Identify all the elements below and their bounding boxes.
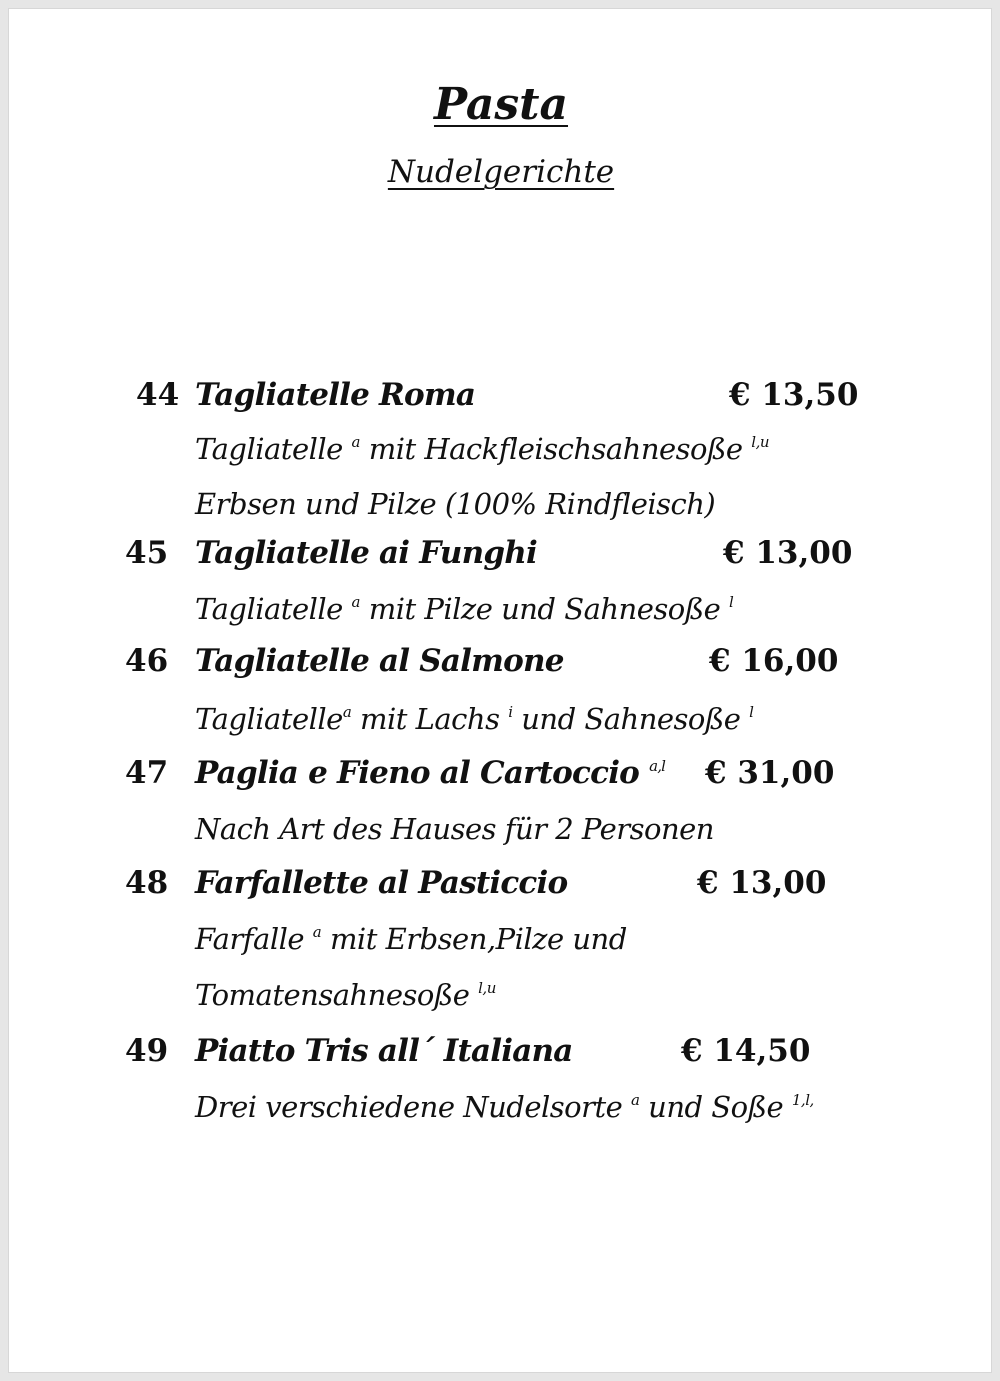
item-name: Tagliatelle ai Funghi — [195, 535, 538, 571]
item-number: 47 — [125, 755, 169, 791]
allergen-mark: l — [728, 593, 734, 611]
allergen-mark: 1,l, — [791, 1091, 814, 1109]
item-price: € 16,00 — [709, 643, 839, 679]
page-subtitle: Nudelgerichte — [387, 154, 615, 190]
allergen-mark: a — [351, 433, 360, 451]
allergen-mark: l,u — [478, 979, 496, 997]
allergen-mark: l,u — [751, 433, 770, 451]
item-description: Tagliatelle $^a$ mit Hackfleischsahnesoße $^{l,u}$ — [195, 432, 770, 466]
item-name: Tagliatelle Roma — [195, 377, 476, 413]
item-number: 48 — [125, 865, 169, 901]
allergen-mark: a — [342, 703, 352, 721]
item-description: Tagliatelle $^a$ mit Pilze und Sahnesoße $^l$ — [195, 592, 734, 626]
item-name: Paglia e Fieno al Cartoccio $^{a,l}$ — [195, 755, 666, 791]
page-title: Pasta — [433, 79, 569, 130]
item-number: 44 — [136, 377, 180, 413]
item-number: 46 — [125, 643, 169, 679]
allergen-mark: a — [351, 593, 360, 611]
item-description: Tagliatelle$^a$ mit Lachs $^i$ und Sahnesoße $^l$ — [195, 702, 754, 736]
allergen-mark: a,l — [649, 757, 666, 775]
item-price: € 14,50 — [681, 1033, 811, 1069]
menu-page — [8, 8, 992, 1373]
item-number: 49 — [125, 1033, 169, 1069]
item-description: Drei verschiedene Nudelsorte $^a$ und Soße $^{1,l,}$ — [195, 1090, 814, 1124]
item-price: € 13,50 — [729, 377, 859, 413]
item-number: 45 — [125, 535, 169, 571]
allergen-mark: i — [508, 703, 513, 721]
item-name: Piatto Tris all´ Italiana — [195, 1033, 573, 1069]
item-price: € 13,00 — [723, 535, 853, 571]
item-name: Tagliatelle al Salmone — [195, 643, 564, 679]
item-price: € 31,00 — [705, 755, 835, 791]
item-price: € 13,00 — [697, 865, 827, 901]
item-description: Tomatensahnesoße $^{l,u}$ — [195, 978, 496, 1012]
item-description: Farfalle $^a$ mit Erbsen,Pilze und — [195, 922, 627, 956]
item-description: Nach Art des Hauses für 2 Personen — [195, 812, 714, 846]
allergen-mark: a — [312, 923, 322, 941]
item-description: Erbsen und Pilze (100% Rindfleisch) — [195, 487, 716, 521]
allergen-mark: a — [631, 1091, 640, 1109]
allergen-mark: l — [749, 703, 754, 721]
item-name: Farfallette al Pasticcio — [195, 865, 568, 901]
